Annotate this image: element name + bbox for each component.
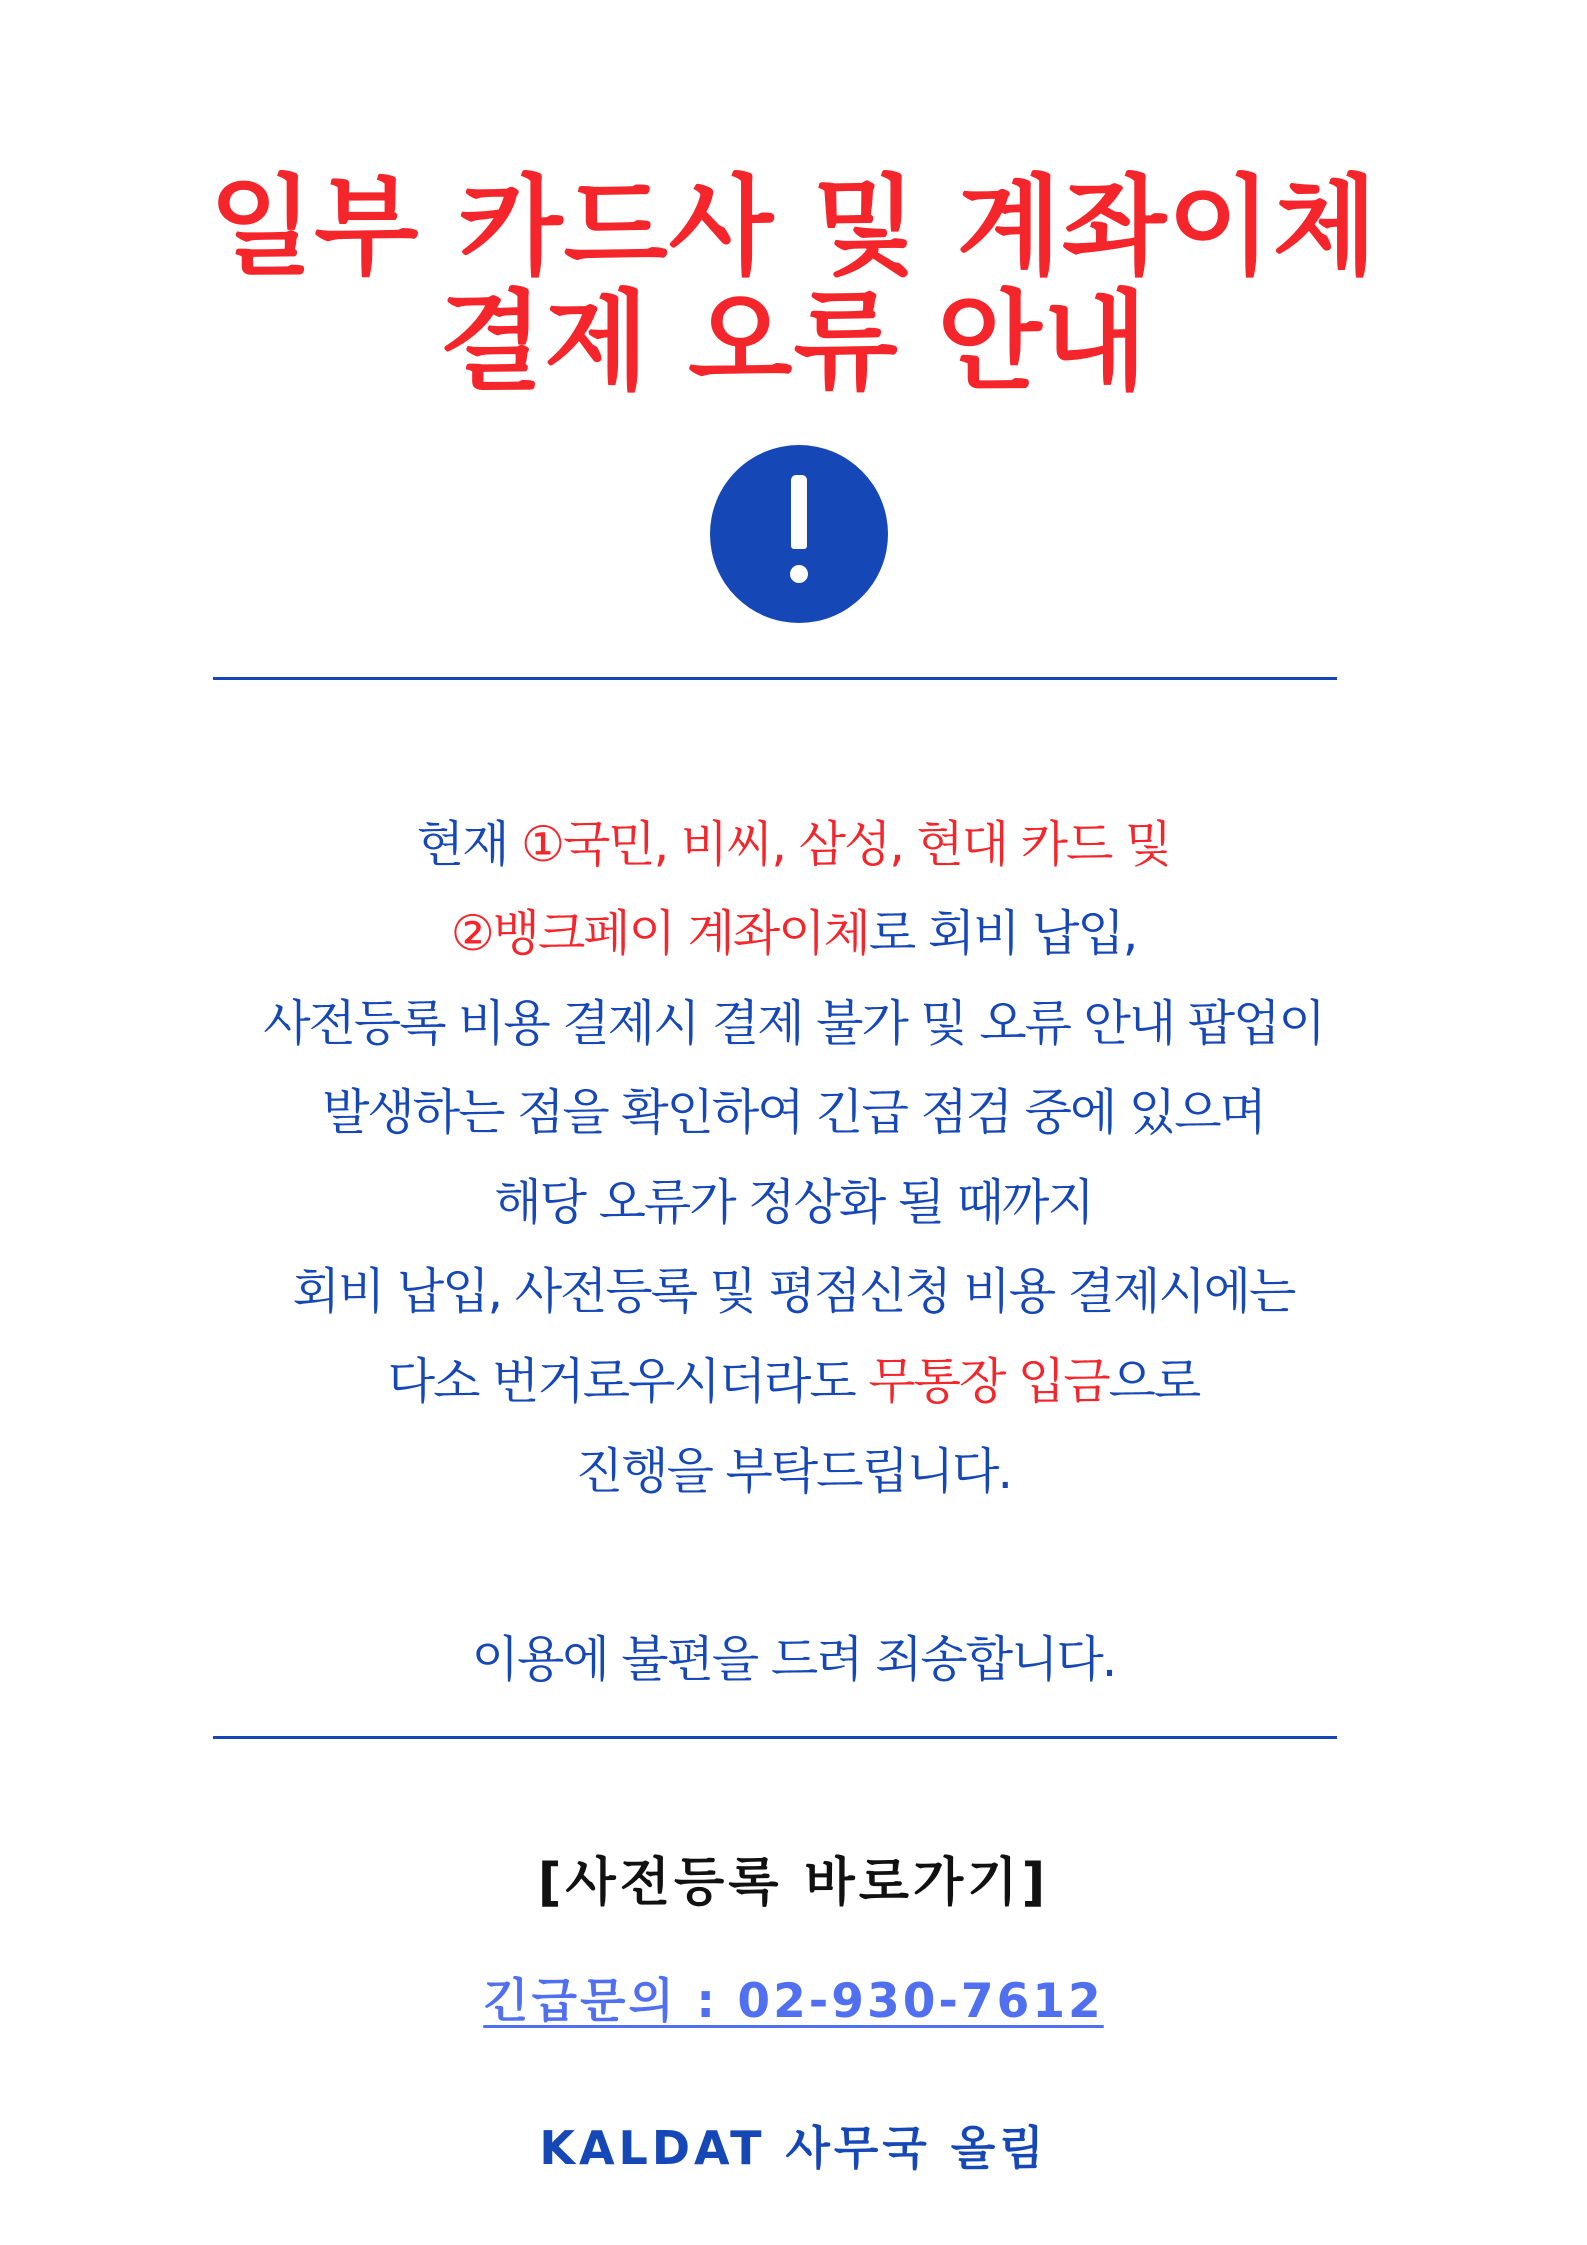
pre-registration-shortcut-link[interactable]: [사전등록 바로가기] [537,1853,1050,1913]
emergency-contact [0,1972,1587,2032]
notice-line-7-highlight: 무통장 입금 [868,1353,1109,1410]
exclamation-bar [791,475,807,549]
notice-line-7-suffix: 으로 [1108,1353,1200,1410]
notice-line-7 [0,1352,1587,1412]
notice-line-7-prefix: 다소 번거로우시더라도 [387,1353,869,1410]
emergency-contact-link[interactable]: 긴급문의 : 02-930-7612 [483,1974,1104,2029]
notice-line-2-highlight: ②뱅크페이 계좌이체 [450,905,869,962]
notice-line-5: 해당 오류가 정상화 될 때까지 [494,1174,1093,1231]
top-divider [213,677,1337,680]
apology-line: 이용에 불편을 드려 죄송합니다. [471,1631,1116,1688]
notice-title-line-2: 결제 오류 안내 [438,280,1149,405]
notice-line-2 [0,904,1587,964]
notice-line-3: 사전등록 비용 결제시 결제 불가 및 오류 안내 팝업이 [263,995,1324,1052]
bottom-divider [213,1736,1337,1739]
notice-line-1-prefix: 현재 [416,816,522,873]
notice-line-4: 발생하는 점을 확인하여 긴급 점검 중에 있으며 [322,1084,1265,1141]
notice-title-line-1: 일부 카드사 및 계좌이체 [208,165,1379,290]
notice-line-6: 회비 납입, 사전등록 및 평점신청 비용 결제시에는 [292,1263,1295,1320]
exclamation-dot [790,565,808,583]
exclamation-circle-icon [710,445,888,623]
notice-line-2-suffix: 로 회비 납입, [868,905,1137,962]
notice-line-1-highlight: ①국민, 비씨, 삼성, 현대 카드 및 [521,816,1171,873]
notice-line-8: 진행을 부탁드립니다. [575,1443,1012,1500]
notice-line-1 [0,815,1587,875]
signature: KALDAT 사무국 올림 [539,2121,1048,2175]
